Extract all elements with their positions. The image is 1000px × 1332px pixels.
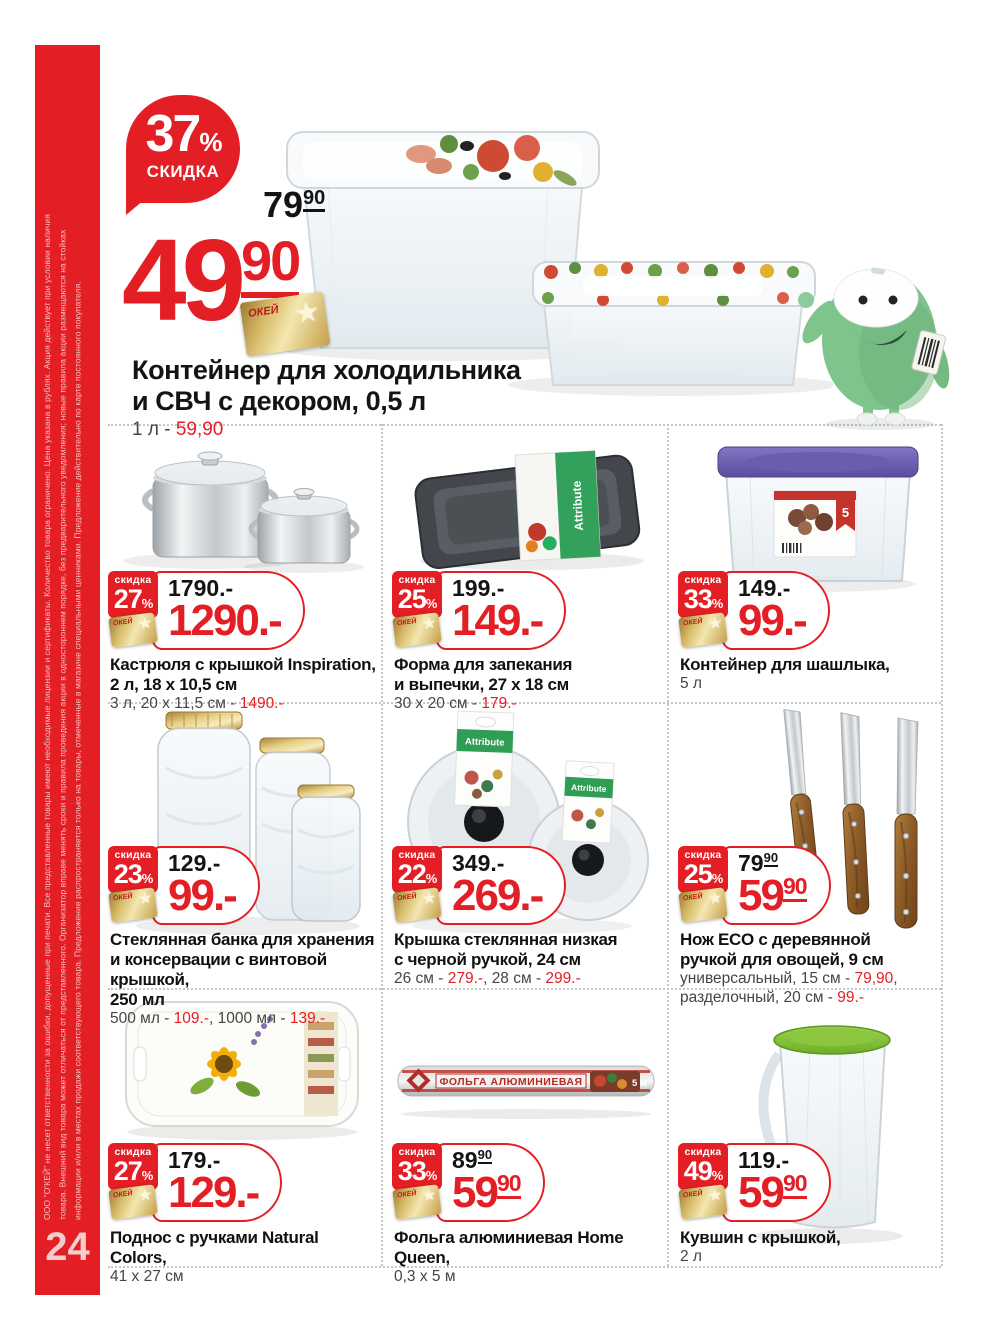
green-mascot xyxy=(795,242,965,432)
grid-line xyxy=(941,424,943,1266)
discount-percent: 37% xyxy=(145,105,221,163)
product-variants: 3 л, 20 х 11,5 см - 1490.- xyxy=(110,695,284,713)
product-variants: 26 см - 279.-, 28 см - 299.- xyxy=(394,970,581,988)
legal-line: информации и/или в местах продажи соответствующего товара. Предложение распространяется только на товары, отмеченные в магазине специальными ценниками. Предложение действительно по карте постоянного покупателя. xyxy=(72,281,83,1220)
product-variants: разделочный, 20 см - 99.- xyxy=(680,989,864,1006)
old-price: 349.- xyxy=(452,850,505,876)
new-price: 1290.- xyxy=(168,596,281,646)
product-variants: 30 х 20 см - 179.- xyxy=(394,695,517,713)
new-price: $59^{90}$ xyxy=(738,871,807,921)
product-variants: 41 х 27 см xyxy=(110,1268,184,1286)
new-price: 269.- xyxy=(452,871,543,921)
svg-text:5 м: 5 м xyxy=(632,1078,647,1089)
price-panel xyxy=(152,1143,282,1222)
food-containers-image xyxy=(243,80,833,400)
star-icon: ★ xyxy=(137,614,154,634)
okey-loyalty-card: ОКЕЙ ★ xyxy=(392,612,441,647)
old-price: 149.- xyxy=(738,575,791,601)
discount-badge: скидка 33% ОКЕЙ ★ xyxy=(678,571,728,618)
star-icon: ★ xyxy=(707,889,724,909)
product-title: Нож ECO с деревянной ручкой для овощей, 9 см xyxy=(680,930,884,970)
okey-loyalty-card: ОКЕЙ ★ xyxy=(108,887,157,922)
new-price: 129.- xyxy=(168,1168,259,1218)
product-card-baking-form xyxy=(392,429,660,713)
okey-loyalty-card: ОКЕЙ ★ xyxy=(108,1184,157,1219)
price-panel xyxy=(722,846,831,925)
old-price: 199.- xyxy=(452,575,505,601)
new-price: $59^{90}$ xyxy=(738,1168,807,1218)
product-variants: универсальный, 15 см - 79,90, xyxy=(680,970,898,988)
star-icon: ★ xyxy=(707,1186,724,1206)
svg-text:Attribute: Attribute xyxy=(570,782,607,794)
svg-text:5: 5 xyxy=(841,505,850,520)
discount-badge: скидка 25% ОКЕЙ ★ xyxy=(678,846,728,893)
price-panel xyxy=(436,846,566,925)
shashlik-container-image xyxy=(678,429,941,594)
product-card-tray xyxy=(108,990,376,1286)
hero-new-price: $49^{90}$ xyxy=(122,215,300,345)
hero-variant-price: 1 л - 59,90 xyxy=(132,419,224,440)
star-icon: ★ xyxy=(707,614,724,634)
discount-badge: скидка 25% ОКЕЙ ★ xyxy=(392,571,442,618)
foil-roll-image xyxy=(392,1048,660,1123)
legal-line: ООО "О'КЕЙ" не несет ответственности за ошибки, допущенные при печати. Все представленные товары имеют необходимые лицензии и сертификаты. Количество товара ограничено. Цена указана в рублях. Акция действует при условии наличия xyxy=(42,214,52,1220)
star-icon: ★ xyxy=(137,1186,154,1206)
okey-loyalty-card: ОКЕЙ ★ xyxy=(240,291,331,356)
left-red-sidebar xyxy=(35,45,100,1295)
price-panel xyxy=(436,1143,545,1222)
saucepan-image xyxy=(108,429,376,579)
grid-line xyxy=(667,424,669,1266)
new-price: $59^{90}$ xyxy=(452,1168,521,1218)
product-title: Кастрюля с крышкой Inspiration, 2 л, 18 х 10,5 см xyxy=(110,655,376,695)
product-title: Контейнер для шашлыка, xyxy=(680,655,890,674)
discount-badge: скидка 33% ОКЕЙ ★ xyxy=(392,1143,442,1190)
product-title: Фольга алюминиевая Home Queen, xyxy=(394,1228,624,1268)
hero-product-title: Контейнер для холодильника и СВЧ с декором, 0,5 л xyxy=(132,355,521,417)
product-title: Стеклянная банка для хранения и консервации с винтовой крышкой, 250 мл xyxy=(110,930,375,1010)
product-title: Форма для запекания и выпечки, 27 х 18 см xyxy=(394,655,573,695)
product-variants: 0,3 х 5 м xyxy=(394,1268,456,1286)
price-panel xyxy=(152,846,260,925)
price-panel xyxy=(436,571,566,650)
product-variants: 500 мл - 109.-, 1000 мл - 139.- xyxy=(110,1010,326,1028)
new-price: 99.- xyxy=(168,871,236,921)
old-price: 1790.- xyxy=(168,575,234,601)
star-icon: ★ xyxy=(421,889,438,909)
okey-loyalty-card: ОКЕЙ ★ xyxy=(392,1184,441,1219)
new-price: 149.- xyxy=(452,596,543,646)
okey-loyalty-card: ОКЕЙ ★ xyxy=(678,1184,727,1219)
product-card-glass-jar xyxy=(108,704,376,1028)
star-icon: ★ xyxy=(421,1186,438,1206)
old-price: 129.- xyxy=(168,850,221,876)
grid-line xyxy=(381,424,383,1266)
product-card-saucepan xyxy=(108,429,376,713)
product-card-pitcher xyxy=(678,990,941,1266)
discount-badge: скидка 22% ОКЕЙ ★ xyxy=(392,846,442,893)
svg-text:Attribute: Attribute xyxy=(464,736,505,749)
okey-loyalty-card: ОКЕЙ ★ xyxy=(108,612,157,647)
star-icon: ★ xyxy=(421,614,438,634)
product-title: Поднос с ручками Natural Colors, xyxy=(110,1228,319,1268)
legal-line: товара. Внешний вид товара может отличаться от представленного. Организатор вправе менять сроки и правила проведения акции в одностороннем порядке, без предварительного уведомления; новые правила акции размещаются на стойках xyxy=(57,229,68,1220)
product-title: Крышка стеклянная низкая с черной ручкой, 24 см xyxy=(394,930,618,970)
old-price: $89^{90}$ xyxy=(452,1147,493,1173)
old-price: 119.- xyxy=(738,1147,790,1173)
hero-offer xyxy=(108,50,988,440)
okey-loyalty-card: ОКЕЙ ★ xyxy=(678,612,727,647)
svg-text:Attribute: Attribute xyxy=(569,480,587,532)
okey-loyalty-card: ОКЕЙ ★ xyxy=(392,887,441,922)
discount-label: СКИДКА xyxy=(146,162,220,181)
discount-bubble xyxy=(126,95,240,203)
star-icon: ★ xyxy=(137,889,154,909)
product-card-knives xyxy=(678,704,941,1006)
star-icon: ★ xyxy=(292,295,322,330)
product-variants: 2 л xyxy=(680,1248,702,1266)
product-card-shashlik-container xyxy=(678,429,941,702)
product-card-glass-lid xyxy=(392,704,660,986)
price-panel xyxy=(722,571,830,650)
old-price: 179.- xyxy=(168,1147,221,1173)
price-panel xyxy=(152,571,305,650)
product-card-foil xyxy=(392,990,660,1286)
discount-badge: скидка 27% ОКЕЙ ★ xyxy=(108,1143,158,1190)
discount-badge: скидка 49% ОКЕЙ ★ xyxy=(678,1143,728,1190)
hero-old-price: $79^{90}$ xyxy=(263,184,326,225)
discount-badge: скидка 27% ОКЕЙ ★ xyxy=(108,571,158,618)
page-number: 24 xyxy=(45,1225,90,1269)
old-price: $79^{90}$ xyxy=(738,850,779,876)
discount-badge: скидка 23% ОКЕЙ ★ xyxy=(108,846,158,893)
legal-text xyxy=(40,55,96,1220)
price-panel xyxy=(722,1143,831,1222)
product-variants: 5 л xyxy=(680,675,702,693)
okey-loyalty-card: ОКЕЙ ★ xyxy=(678,887,727,922)
new-price: 99.- xyxy=(738,596,806,646)
product-title: Кувшин с крышкой, xyxy=(680,1228,841,1247)
svg-text:ФОЛЬГА АЛЮМИНИЕВАЯ: ФОЛЬГА АЛЮМИНИЕВАЯ xyxy=(439,1076,583,1088)
baking-form-image xyxy=(392,429,660,579)
